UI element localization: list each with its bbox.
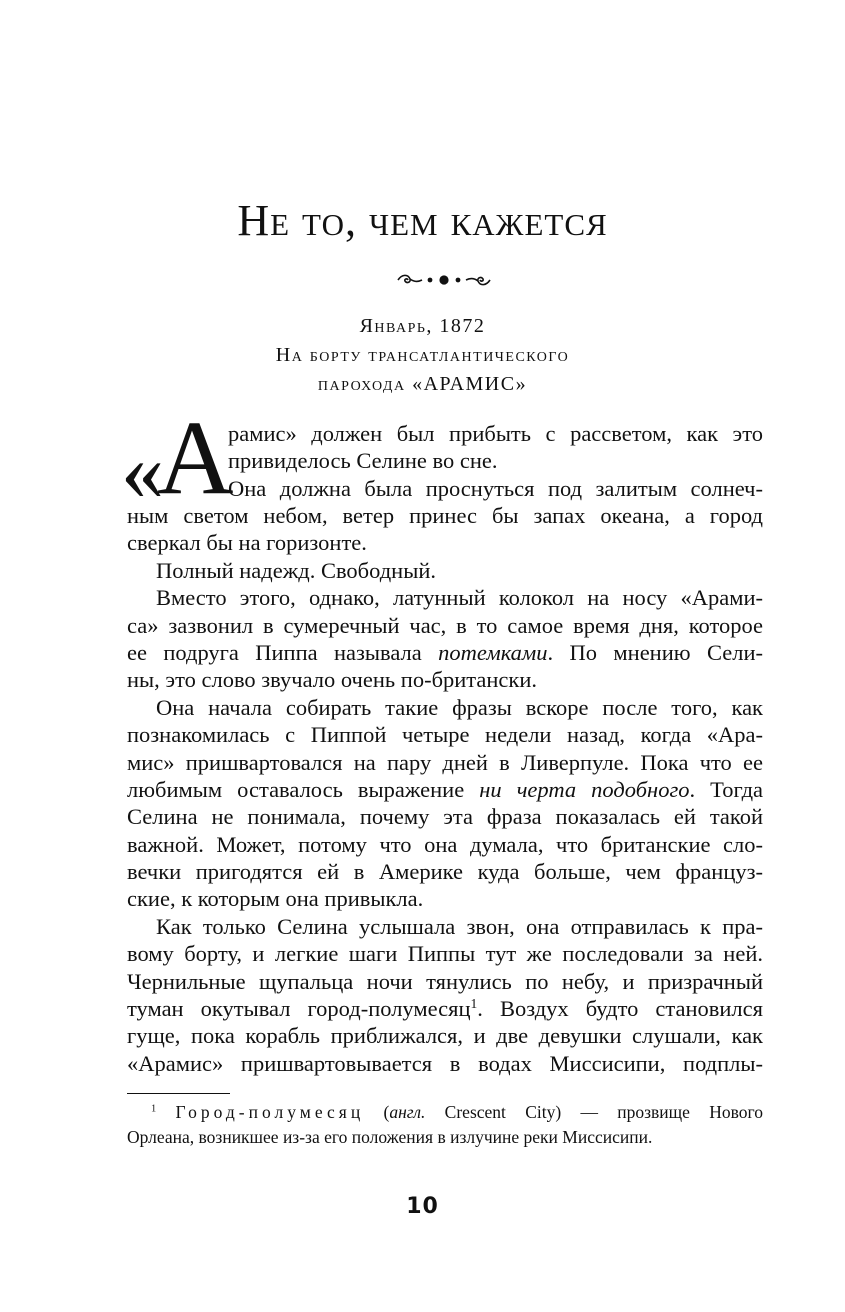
footnote-marker: 1 <box>151 1103 157 1115</box>
text-line: Чернильные щупальца ночи тянулись по небу, и призрачный <box>127 968 763 994</box>
text-fragment: туман окутывал город-полумесяц <box>127 996 471 1022</box>
text-line: вому борту, и легкие шаги Пиппы тут же последовали за ней. <box>127 941 763 967</box>
text-line: познакомилась с Пиппой четыре недели назад, когда «Ара- <box>127 722 763 748</box>
dateline-date: Январь, 1872 <box>359 315 486 337</box>
text-line: ным светом небом, ветер принес бы запах океана, а город <box>127 503 763 528</box>
text-line <box>127 995 763 1022</box>
opening-lines <box>228 420 763 502</box>
body-text <box>127 502 763 1077</box>
text-fragment: . Тогда <box>689 776 763 802</box>
drop-cap-quote: « <box>121 422 164 518</box>
footnote-reference: 1 <box>470 995 478 1011</box>
text-line: ны, это слово звучало очень по-британски. <box>127 667 538 693</box>
footnote <box>127 1100 763 1150</box>
italic-phrase: ни черта подобного <box>479 776 690 802</box>
text-line: мис» пришвартовался на пару дней в Ливерпуле. Пока что ее <box>127 749 763 775</box>
text-line: Она начала собирать такие фразы вскоре после того, как <box>156 694 763 720</box>
text-line <box>127 639 763 666</box>
text-fragment: ее подруга Пиппа называла <box>127 639 439 665</box>
footnote-term: Город-полумесяц <box>175 1102 365 1122</box>
text-line: Вместо этого, однако, латунный колокол на носу «Арами- <box>156 585 763 611</box>
footnote-line: Орлеана, возникшее из-за его положения в излучине реки Миссисипи. <box>127 1127 653 1147</box>
text-line: Селина не понимала, почему эта фраза показалась ей такой <box>127 804 763 830</box>
italic-phrase: потемками <box>438 639 548 665</box>
footnote-paren: ( <box>364 1102 390 1122</box>
page-number: 10 <box>406 1194 439 1219</box>
footnote-line <box>127 1100 763 1125</box>
footnote-paren: ) <box>555 1102 562 1122</box>
text-fragment: любимым оставалось выражение <box>127 776 480 802</box>
text-line: рамис» должен был прибыть с рассветом, как это <box>228 421 763 446</box>
footnote-rest: — прозвище Нового <box>561 1102 763 1122</box>
text-line: сверкал бы на горизонте. <box>127 530 367 556</box>
dateline-location: На борту трансатлантического <box>275 344 570 366</box>
chapter-title: Не то, чем кажется <box>237 196 608 245</box>
text-fragment: . По мнению Сели- <box>547 639 763 665</box>
text-line: Как только Селина услышала звон, она отправилась к пра- <box>156 913 763 939</box>
drop-cap-letter: А <box>157 399 234 516</box>
text-line: привиделось Селине во сне. <box>228 448 498 474</box>
dateline-ship: парохода «АРАМИС» <box>317 373 528 395</box>
text-line: «Арамис» пришвартовывается в водах Миссисипи, подплы- <box>127 1050 763 1076</box>
text-line <box>127 776 763 803</box>
text-line: гуще, пока корабль приближался, и две девушки слушали, как <box>127 1023 763 1049</box>
text-line: Она должна была проснуться под залитым солнеч- <box>228 475 763 501</box>
text-line: са» зазвонил в сумеречный час, в то самое время дня, которое <box>127 612 763 638</box>
text-line: ские, к которым она привыкла. <box>127 886 424 912</box>
text-line: вечки пригодятся ей в Америке куда больше, чем француз- <box>127 859 763 885</box>
text-fragment: . Воздух будто становился <box>477 996 763 1022</box>
footnote-english: Crescent City <box>425 1102 556 1122</box>
footnote-lang: англ. <box>389 1102 426 1122</box>
ornament-divider-icon <box>396 270 492 290</box>
footnote-rule <box>127 1093 230 1094</box>
text-line: Полный надежд. Свободный. <box>156 557 437 583</box>
text-line: важной. Может, потому что она думала, что британские сло- <box>127 831 763 857</box>
